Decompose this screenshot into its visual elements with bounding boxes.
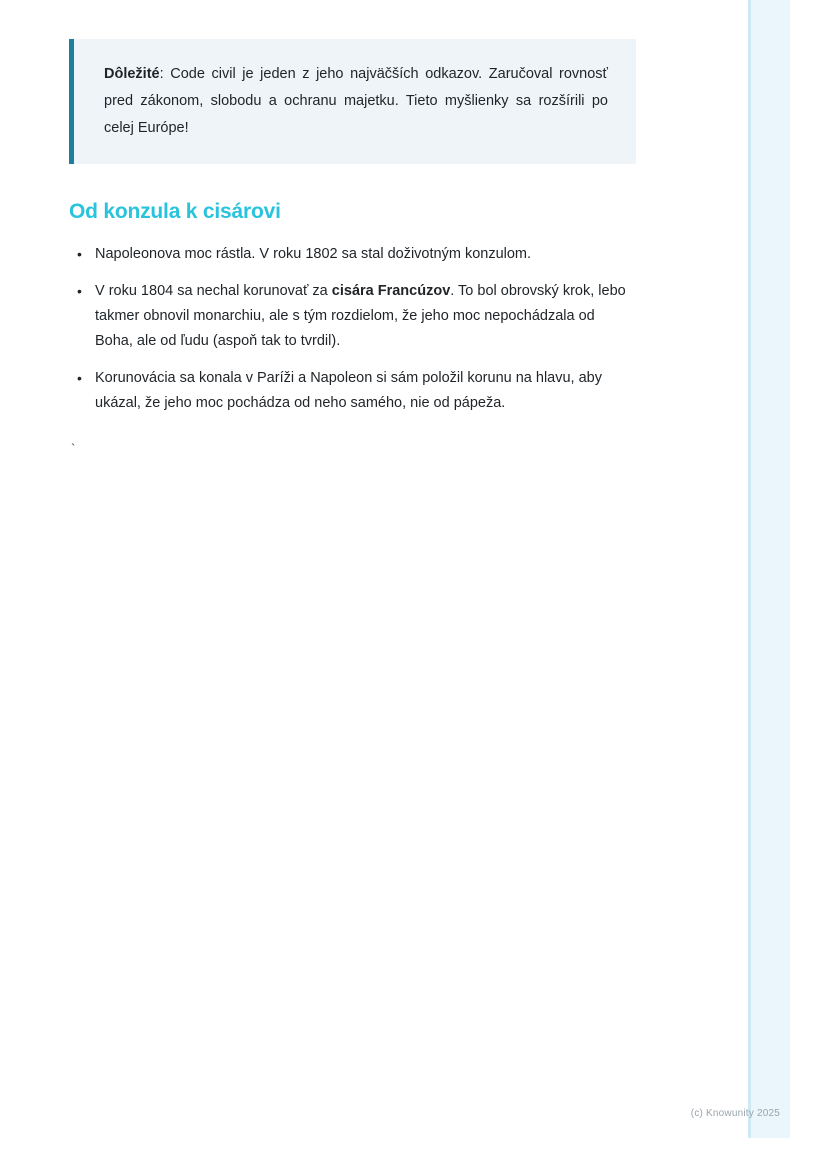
- callout-lead-label: Dôležité: [104, 66, 160, 82]
- callout-text: [104, 61, 608, 142]
- important-callout: [69, 39, 636, 164]
- section-heading: Od konzula k cisárovi: [69, 200, 281, 223]
- list-item-text-bold: cisára Francúzov: [331, 283, 451, 299]
- list-item: [93, 366, 636, 416]
- list-item-text-before: Napoleonova moc rástla. V roku 1802 sa stal doživotným konzulom.: [95, 246, 532, 262]
- callout-body: Code civil je jeden z jeho najväčších odkazov. Zaručoval rovnosť pred zákonom, slobodu a ochranu majetku. Tieto myšlienky sa rozšírili po celej Európe!: [104, 66, 608, 136]
- list-item-text-before: V roku 1804 sa nechal korunovať za: [95, 283, 332, 299]
- list-item: [93, 279, 636, 354]
- right-margin-band: [751, 0, 790, 1138]
- list-item-text-before: Korunovácia sa konala v Paríži a Napoleon si sám položil korunu na hlavu, aby ukázal, že jeho moc pochádza od neho samého, nie od pápeža.: [95, 370, 602, 411]
- footer-credit: (c) Knowunity 2025: [690, 1108, 780, 1119]
- stray-backtick-mark: `: [71, 441, 76, 456]
- bullet-list: [69, 242, 636, 416]
- list-item: [93, 242, 636, 267]
- list-item-text-after: . To bol obrovský krok, lebo takmer obnovil monarchiu, ale s tým rozdielom, že jeho moc nepochádzala od Boha, ale od ľudu (aspoň tak to tvrdil).: [95, 283, 626, 349]
- document-content: [69, 39, 636, 458]
- callout-separator: :: [159, 66, 171, 82]
